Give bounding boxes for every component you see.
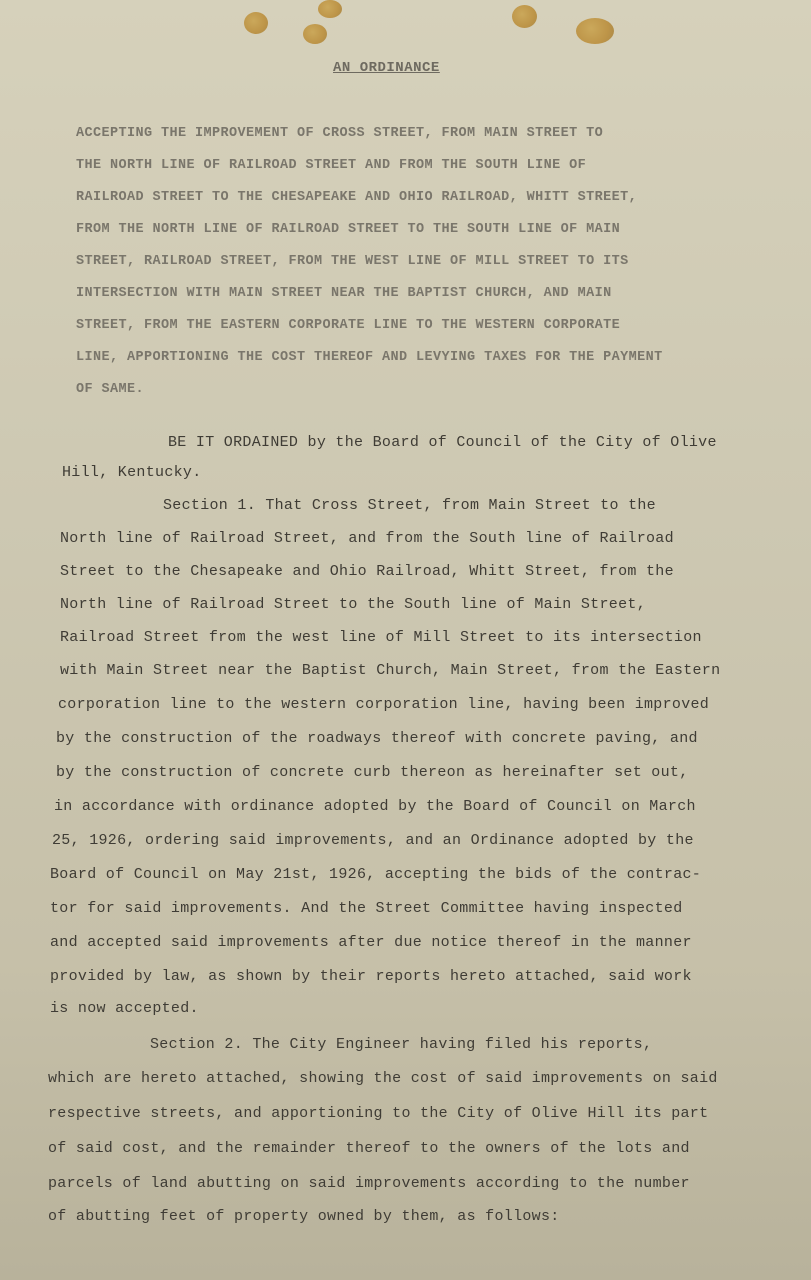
- preamble-line: FROM THE NORTH LINE OF RAILROAD STREET TO THE SOUTH LINE OF MAIN: [76, 222, 621, 237]
- section1-line: corporation line to the western corporation line, having been improved: [58, 696, 710, 713]
- document-title: AN ORDINANCE: [333, 60, 440, 76]
- section1-line: tor for said improvements. And the Street Committee having inspected: [50, 900, 683, 917]
- section2-line: parcels of land abutting on said improvements according to the number: [48, 1175, 690, 1192]
- section2-line: Section 2. The City Engineer having filed his reports,: [150, 1036, 653, 1053]
- enacting-line: BE IT ORDAINED by the Board of Council of the City of Olive: [168, 434, 717, 451]
- stain-mark: [244, 12, 268, 34]
- preamble-line: STREET, FROM THE EASTERN CORPORATE LINE TO THE WESTERN CORPORATE: [76, 318, 621, 333]
- enacting-line: Hill, Kentucky.: [62, 464, 202, 481]
- stain-mark: [303, 24, 327, 44]
- section1-line: North line of Railroad Street, and from the South line of Railroad: [60, 530, 674, 547]
- section2-line: respective streets, and apportioning to the City of Olive Hill its part: [48, 1105, 709, 1122]
- section1-line: in accordance with ordinance adopted by the Board of Council on March: [54, 798, 696, 815]
- stain-mark: [576, 18, 614, 44]
- preamble-line: OF SAME.: [76, 382, 145, 397]
- section1-line: and accepted said improvements after due notice thereof in the manner: [50, 934, 692, 951]
- section1-line: North line of Railroad Street to the South line of Main Street,: [60, 596, 646, 613]
- section2-line: of abutting feet of property owned by them, as follows:: [48, 1208, 560, 1225]
- section1-line: by the construction of the roadways thereof with concrete paving, and: [56, 730, 698, 747]
- section1-line: by the construction of concrete curb thereon as hereinafter set out,: [56, 764, 689, 781]
- section1-line: provided by law, as shown by their reports hereto attached, said work: [50, 968, 692, 985]
- preamble-line: INTERSECTION WITH MAIN STREET NEAR THE BAPTIST CHURCH, AND MAIN: [76, 286, 612, 301]
- section1-line: Railroad Street from the west line of Mill Street to its intersection: [60, 629, 702, 646]
- preamble-line: STREET, RAILROAD STREET, FROM THE WEST LINE OF MILL STREET TO ITS: [76, 254, 629, 269]
- section1-line: is now accepted.: [50, 1000, 199, 1017]
- section2-line: which are hereto attached, showing the cost of said improvements on said: [48, 1070, 718, 1087]
- preamble-line: LINE, APPORTIONING THE COST THEREOF AND LEVYING TAXES FOR THE PAYMENT: [76, 350, 663, 365]
- section1-line: Board of Council on May 21st, 1926, accepting the bids of the contrac-: [50, 866, 702, 883]
- section1-line: Section 1. That Cross Street, from Main Street to the: [163, 497, 656, 514]
- stain-mark: [512, 5, 537, 28]
- preamble-line: THE NORTH LINE OF RAILROAD STREET AND FROM THE SOUTH LINE OF: [76, 158, 587, 173]
- section2-line: of said cost, and the remainder thereof to the owners of the lots and: [48, 1140, 690, 1157]
- preamble-line: ACCEPTING THE IMPROVEMENT OF CROSS STREET, FROM MAIN STREET TO: [76, 126, 604, 141]
- stain-mark: [318, 0, 342, 18]
- section1-line: Street to the Chesapeake and Ohio Railroad, Whitt Street, from the: [60, 563, 674, 580]
- section1-line: 25, 1926, ordering said improvements, and an Ordinance adopted by the: [52, 832, 694, 849]
- preamble-line: RAILROAD STREET TO THE CHESAPEAKE AND OHIO RAILROAD, WHITT STREET,: [76, 190, 638, 205]
- section1-line: with Main Street near the Baptist Church, Main Street, from the Eastern: [60, 662, 721, 679]
